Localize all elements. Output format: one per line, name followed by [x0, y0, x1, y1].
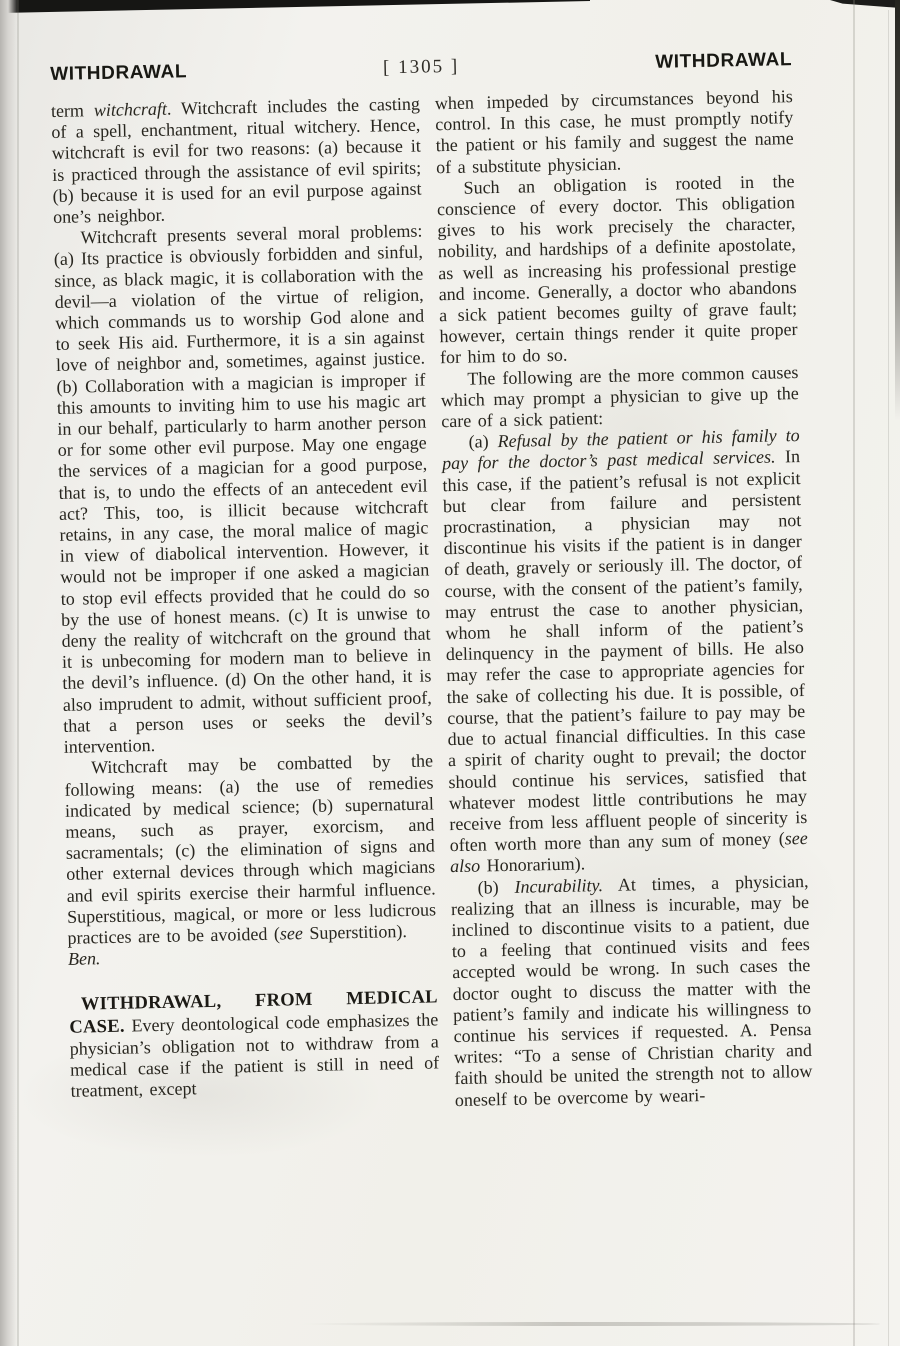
body-text: when impeded by circumstances beyond his control. In this case, he must promptly notify the patient or his family and suggest the name of a substitute physician.	[434, 86, 794, 177]
running-header-right: WITHDRAWAL	[655, 49, 793, 73]
italic-text: witchcraft	[93, 98, 168, 121]
body-text: term	[50, 100, 95, 121]
paragraph	[440, 362, 799, 433]
scan-artifact-left-fold	[17, 0, 19, 1346]
running-header	[50, 49, 792, 86]
entry-paragraph	[69, 987, 440, 1102]
italic-text: see also	[449, 828, 808, 877]
scan-artifact-page-edge	[888, 10, 889, 1346]
entry-title: WITHDRAWAL, FROM MEDICAL CASE.	[69, 987, 439, 1038]
scan-artifact-top-right-edge	[830, 0, 900, 8]
paragraph	[450, 870, 813, 1110]
italic-text: Ben.	[67, 948, 101, 969]
text-columns	[51, 86, 813, 1118]
running-header-left: WITHDRAWAL	[50, 61, 188, 85]
scan-artifact-left-edge	[0, 0, 18, 1346]
right-column	[435, 86, 813, 1111]
paragraph	[51, 94, 422, 229]
scan-artifact-top-edge	[0, 0, 590, 13]
paragraph	[441, 425, 808, 877]
body-text: (a)	[468, 431, 498, 452]
body-text: (b)	[477, 876, 515, 898]
body-text: . Witchcraft includes the casting of a spell, enchantment, ritual witchery. Hence, witchcraft is evil for two reasons: (a) because it is practiced through the assistance of evil spirits; (b) because it is used for an evil purpose against one’s neighbor.	[51, 93, 422, 227]
body-text: The following are the more common causes which may prompt a physician to give up the care of a sick patient:	[440, 361, 799, 432]
body-text: At times, a physician, realizing that an illness is incurable, may be inclined to discontinue visits to a patient, due to a feeling that continued visits and fees accepted would be wrong. In such cases the doctor ought to discuss the matter with the patient’s family and indicate his willingness to continue his services if requested. A. Pensa writes: “To a sense of Christian charity and faith should be united the strength not to allow oneself to be overcome by weari-	[450, 870, 813, 1110]
print-area	[50, 49, 813, 1118]
scan-artifact-page-edge	[853, 0, 855, 1346]
body-text: Such an obligation is rooted in the conscience of every doctor. This obligation gives to his work precisely the character, nobility, and hardships of a definite apostolate, as well as increasing his professional prestige and income. Generally, a doctor who abandons a sick patient becomes guilty of grave fault; however, certain things render it quite proper for him to do so.	[436, 170, 798, 368]
left-column	[51, 94, 440, 1119]
body-text: Honorarium).	[479, 853, 586, 876]
italic-text: Refusal by the patient or his family to pay for the doctor’s past medical services.	[441, 425, 800, 474]
scan-artifact-right-edge	[895, 0, 900, 420]
body-text: Witchcraft presents several moral problems: (a) Its practice is obviously forbidden and sinful, since, as black magic, it is collaboration with the devil—a violation of the virtue of religion, which commands us to worship God alone and to seek His aid. Furthermore, it is a sin against love of neighbor and, sometimes, against justice. (b) Collaboration with a magician is improper if this amounts to inviting him to use his magic art in our behalf, particularly to harm another person or for some other evil purpose. May one engage the services of a magician for a good purpose, that is, to undo the effects of an antecedent evil act? This, too, is illicit because witchcraft retains, in any case, the moral malice of magic in view of diabolical intervention. However, it would not be improper if one asked a magician to stop evil effects provided that he could do so by the use of honest means. (c) It is unwise to deny the reality of witchcraft on the ground that it is unbecoming for modern man to believe in the devil’s influence. (d) On the other hand, it is also imprudent to admit, without sufficient proof, that a person uses or seeks the devil’s intervention.	[53, 220, 433, 757]
body-text: Witchcraft may be combatted by the following means: (a) the use of remedies indicated by medical science; (b) supernatural means, such as prayer, exorcism, and sacramentals; (c) the elimination of signs and other external devices through which magicians and evil spirits exercise their harmful influence. Superstitious, magical, or more or less ludicrous practices are to be avoided (	[64, 750, 437, 948]
paragraph	[435, 86, 795, 178]
paragraph	[436, 171, 798, 369]
body-text: Every deontological code emphasizes the physician’s obligation not to withdraw from a medical case if the patient is still in need of treatment, except	[69, 1008, 440, 1101]
body-text: Superstition).	[302, 920, 408, 944]
scan-artifact-bottom-shadow	[300, 1322, 880, 1326]
paragraph	[64, 751, 437, 949]
body-text: In this case, if the patient’s refusal is not explicit but clear from failure and persistent procrastination, a physician may not discontinue his visits if the patient is in danger of death, gravely or seriously ill. The doctor, of course, with the consent of the patient’s family, may entrust the case to another physician, whom he shall inform of the patient’s delinquency in the payment of bills. He also may refer the case to appropriate agencies for the sake of collecting his due. It is possible, of course, that the patient’s failure to pay may be due to actual financial difficulties. In this case a spirit of charity ought to prevail; the doctor should continue his services, satisfied that whatever modest little contributions he may receive from less affluent people of sincerity is often worth more than any sum of money (	[442, 446, 808, 856]
page-number: [ 1305 ]	[382, 55, 460, 79]
italic-text: see	[279, 923, 304, 944]
italic-text: Incurability.	[514, 874, 604, 897]
paragraph	[53, 221, 433, 758]
